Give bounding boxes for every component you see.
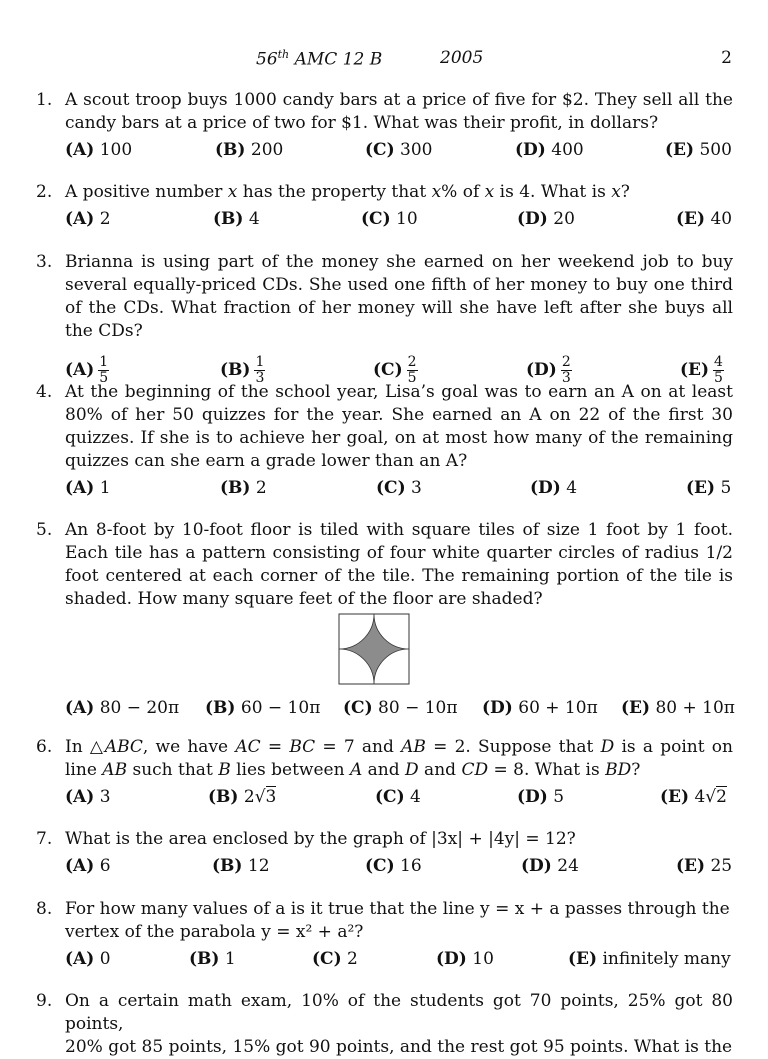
question-number: 8. — [36, 899, 53, 919]
question-number: 2. — [36, 182, 53, 202]
question-9 — [36, 990, 733, 1059]
choice-e: (E) 80 + 10π — [621, 698, 735, 718]
answer-choices — [65, 208, 733, 235]
choice-e: (E) 4√2 — [660, 787, 727, 807]
choice-e: (E) 5 — [686, 478, 732, 498]
question-number: 5. — [36, 520, 53, 540]
question-text: What is the area enclosed by the graph of |3x| + |4y| = 12? — [65, 829, 576, 849]
choice-d: (D) $\frac{2}{3}$ — [526, 354, 571, 386]
choice-c: (C) 16 — [365, 856, 422, 876]
question-text: At the beginning of the school year, Lisa’s goal was to earn an A on at least 80% of her 50 quizzes for the year. She earned an A on 22 of the first 30 quizzes. If she is to achieve her goal, on at most how many of the remaining quizzes can she earn a grade lower than an A? — [65, 382, 733, 471]
choice-a: (A) 2 — [65, 209, 111, 229]
fraction: $\frac{2}{5}$ — [407, 354, 417, 386]
choice-b: (B) 60 − 10π — [205, 698, 321, 718]
answer-choices — [65, 697, 733, 724]
page-header — [0, 48, 768, 72]
choice-c: (C) 2 — [312, 949, 358, 969]
choice-b: (B) 200 — [215, 140, 284, 160]
answer-choices — [65, 139, 733, 166]
fraction: $\frac{1}{5}$ — [99, 354, 109, 386]
choice-b: (B) 4 — [213, 209, 260, 229]
exam-title: 56th AMC 12 B — [256, 48, 383, 70]
question-2 — [36, 181, 733, 235]
choice-a: (A) 1 — [65, 478, 111, 498]
answer-choices — [65, 855, 733, 882]
choice-e: (E) infinitely many — [568, 949, 731, 969]
choice-a: (A) $\frac{1}{5}$ — [65, 354, 109, 386]
choice-d: (D) 4 — [530, 478, 578, 498]
question-number: 6. — [36, 737, 53, 757]
question-text: A scout troop buys 1000 candy bars at a price of five for $2. They sell all the candy bars at a price of two for $1. What was their profit, in dollars? — [65, 90, 733, 133]
question-text: A positive number x has the property that x% of x is 4. What is x? — [65, 182, 630, 202]
question-text: On a certain math exam, 10% of the students got 70 points, 25% got 80 points, 20% got 85 points, 15% got 90 points, and the rest got 95 points. What is the — [65, 991, 733, 1057]
question-number: 3. — [36, 252, 53, 272]
choice-a: (A) 3 — [65, 787, 111, 807]
answer-choices — [65, 477, 733, 504]
question-text: For how many values of a is it true that the line y = x + a passes through the vertex of the parabola y = x² + a²? — [65, 899, 730, 942]
question-5-choices — [36, 697, 733, 724]
exam-year: 2005 — [440, 48, 484, 68]
question-number: 9. — [36, 991, 53, 1011]
choice-b: (B) 2 — [220, 478, 267, 498]
choice-d: (D) 10 — [436, 949, 494, 969]
choice-d: (D) 5 — [517, 787, 565, 807]
choice-e: (E) 25 — [676, 856, 733, 876]
question-number: 7. — [36, 829, 53, 849]
choice-c: (C) 3 — [376, 478, 422, 498]
choice-b: (B) 1 — [189, 949, 236, 969]
fraction: $\frac{1}{3}$ — [255, 354, 265, 386]
choice-b: (B) 12 — [212, 856, 270, 876]
question-8 — [36, 898, 733, 975]
choice-d: (D) 60 + 10π — [482, 698, 598, 718]
choice-d: (D) 400 — [515, 140, 584, 160]
question-3 — [36, 251, 733, 395]
question-text: An 8-foot by 10-foot floor is tiled with square tiles of size 1 foot by 1 foot. Each tile has a pattern consisting of four white quarter circles of radius 1/2 foot centered at each corner of the tile. The remaining portion of the tile is shaded. How many square feet of the floor are shaded? — [65, 520, 733, 609]
choice-a: (A) 6 — [65, 856, 111, 876]
choice-d: (D) 20 — [517, 209, 575, 229]
choice-d: (D) 24 — [521, 856, 579, 876]
choice-c: (C) $\frac{2}{5}$ — [373, 354, 417, 386]
tile-figure — [338, 613, 410, 685]
choice-e: (E) 500 — [665, 140, 732, 160]
choice-c: (C) 4 — [375, 787, 421, 807]
question-1 — [36, 89, 733, 166]
choice-c: (C) 10 — [361, 209, 418, 229]
choice-b: (B) $\frac{1}{3}$ — [220, 354, 265, 386]
answer-choices — [65, 948, 733, 975]
question-4 — [36, 381, 733, 504]
question-5 — [36, 519, 733, 611]
question-6 — [36, 736, 733, 813]
choice-a: (A) 80 − 20π — [65, 698, 180, 718]
choice-e: (E) $\frac{4}{5}$ — [680, 354, 723, 386]
question-text: Brianna is using part of the money she earned on her weekend job to buy several equally-priced CDs. She used one fifth of her money to buy one third of the CDs. What fraction of her money will she have left after she buys all the CDs? — [65, 252, 733, 341]
choice-b: (B) 2√3 — [208, 787, 277, 807]
choice-a: (A) 0 — [65, 949, 111, 969]
answer-choices — [65, 786, 733, 813]
question-number: 4. — [36, 382, 53, 402]
fraction: $\frac{2}{3}$ — [561, 354, 571, 386]
question-text: In △ABC, we have AC = BC = 7 and AB = 2. Suppose that D is a point on line AB such that B lies between A and D and CD = 8. What is BD? — [65, 737, 733, 780]
page-number: 2 — [721, 48, 732, 68]
fraction: $\frac{4}{5}$ — [714, 354, 723, 386]
question-number: 1. — [36, 90, 53, 110]
choice-a: (A) 100 — [65, 140, 133, 160]
choice-c: (C) 80 − 10π — [343, 698, 458, 718]
question-7 — [36, 828, 733, 882]
choice-c: (C) 300 — [365, 140, 433, 160]
choice-e: (E) 40 — [676, 209, 733, 229]
